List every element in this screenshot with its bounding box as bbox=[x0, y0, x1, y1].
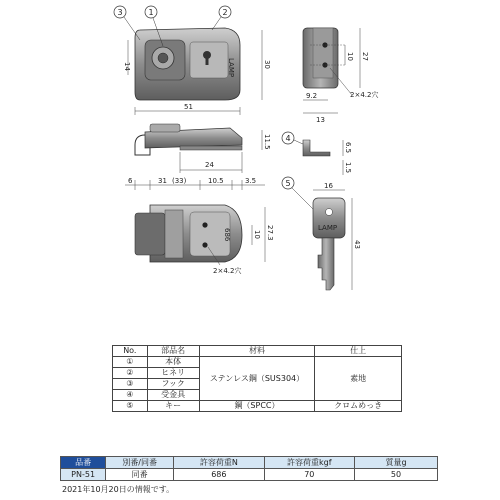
dim-6: 6 bbox=[128, 177, 133, 185]
dim-13: 13 bbox=[316, 116, 325, 124]
dim-16: 16 bbox=[324, 182, 333, 190]
bottom-part-mark: 686 bbox=[223, 228, 231, 242]
date-note: 2021年10月20日の情報です。 bbox=[62, 485, 175, 494]
col-part: 部品名 bbox=[147, 346, 199, 357]
svg-text:1: 1 bbox=[148, 8, 154, 17]
dim-10-5: 10.5 bbox=[208, 177, 224, 185]
key-lamp-stamp: LAMP bbox=[318, 224, 338, 232]
col-part-number: 品番 bbox=[61, 457, 106, 469]
dim-27-3: 27.3 bbox=[266, 225, 274, 241]
svg-text:3: 3 bbox=[117, 8, 123, 17]
materials-header-row bbox=[113, 346, 402, 357]
col-alt-number: 別番/同番 bbox=[106, 457, 174, 469]
dim-43: 43 bbox=[353, 240, 361, 249]
dim-9-2: 9.2 bbox=[306, 92, 318, 100]
svg-text:5: 5 bbox=[285, 179, 291, 188]
col-no: No. bbox=[113, 346, 148, 357]
dim-27: 27 bbox=[361, 52, 369, 61]
table-row: PN-51 同番 686 70 50 bbox=[61, 469, 438, 481]
col-material: 材料 bbox=[199, 346, 315, 357]
bottom-view bbox=[135, 205, 242, 262]
dim-30: 30 bbox=[263, 60, 271, 69]
callout-2 bbox=[212, 6, 231, 30]
table-row: ② ヒネリ bbox=[113, 368, 402, 379]
dim-24: 24 bbox=[205, 161, 214, 169]
col-load-n: 許容荷重N bbox=[174, 457, 264, 469]
top-view bbox=[135, 28, 240, 100]
spec-table bbox=[60, 456, 438, 481]
finish-main: 素地 bbox=[315, 357, 402, 401]
front-bottom-dimensions bbox=[125, 180, 265, 190]
dim-11-5: 11.5 bbox=[263, 134, 271, 150]
finish-key: クロムめっき bbox=[315, 401, 402, 412]
table-row: ③ フック bbox=[113, 379, 402, 390]
svg-text:4: 4 bbox=[285, 134, 291, 143]
material-key: 鋼（SPCC） bbox=[199, 401, 315, 412]
dim-10-side: 10 bbox=[346, 52, 354, 61]
spec-header-row bbox=[61, 457, 438, 469]
dim-10-bottom: 10 bbox=[253, 230, 261, 239]
material-main: ステンレス鋼（SUS304） bbox=[199, 357, 315, 401]
table-row: ① 本体 ステンレス鋼（SUS304） 素地 bbox=[113, 357, 402, 368]
strike-view bbox=[282, 132, 330, 156]
svg-text:2: 2 bbox=[222, 8, 228, 17]
key-view bbox=[282, 177, 345, 290]
front-view bbox=[135, 124, 242, 155]
dim-14: 14 bbox=[123, 62, 131, 71]
side-hole-note: 2×4.2穴 bbox=[350, 91, 379, 99]
dim-31: 31 bbox=[158, 177, 167, 185]
dim-6-5: 6.5 bbox=[344, 142, 352, 154]
top-lamp-stamp: LAMP bbox=[227, 58, 235, 78]
dim-1-5: 1.5 bbox=[344, 162, 352, 174]
bottom-hole-note: 2×4.2穴 bbox=[213, 267, 242, 275]
col-mass: 質量g bbox=[355, 457, 438, 469]
dim-3-5: 3.5 bbox=[245, 177, 257, 185]
dim-33: (33) bbox=[172, 177, 187, 185]
table-row: ④ 受金具 bbox=[113, 390, 402, 401]
materials-table bbox=[112, 345, 402, 412]
col-load-kgf: 許容荷重kgf bbox=[264, 457, 354, 469]
dim-51: 51 bbox=[184, 103, 193, 111]
col-finish: 仕上 bbox=[315, 346, 402, 357]
table-row: ⑤ キー 鋼（SPCC） クロムめっき bbox=[113, 401, 402, 412]
